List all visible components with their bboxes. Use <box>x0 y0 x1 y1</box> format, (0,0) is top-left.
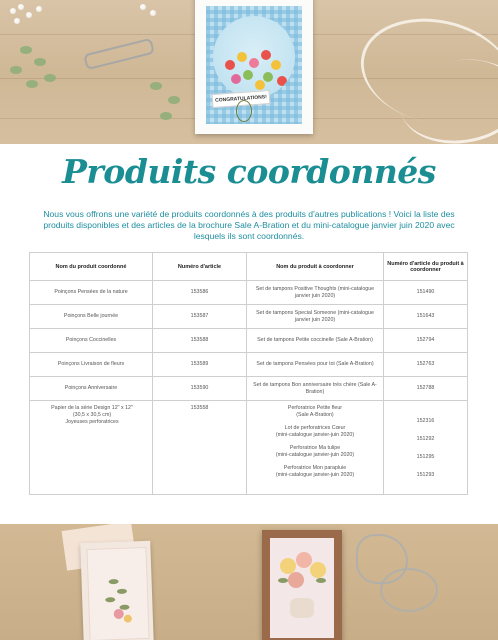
coordinating-number: 152788 <box>384 377 468 401</box>
coordinating-item-source: (mini-catalogue janvier-juin 2020) <box>275 432 355 438</box>
product-name-line: (30,5 x 30,5 cm) <box>72 412 112 418</box>
sample-card-left <box>80 541 154 640</box>
product-name: Poinçons Anniversaire <box>30 377 153 401</box>
table-row <box>30 305 468 329</box>
table-header-row <box>30 253 468 281</box>
coordinating-item-source: (Sale A-Bration) <box>296 412 334 418</box>
table-row <box>30 329 468 353</box>
column-header: Numéro d'article <box>153 253 247 281</box>
coordinating-item-number: 151292 <box>416 436 435 442</box>
coordinating-item-name: Perforatrice Mon parapluie <box>283 465 347 471</box>
table-row <box>30 281 468 305</box>
coordinating-item-source: (mini-catalogue janvier-juin 2020) <box>275 472 355 478</box>
coordinating-item-name: Lot de perforatrices Cœur <box>284 425 346 431</box>
coordinating-item <box>250 465 380 479</box>
coordinating-item <box>250 425 380 439</box>
coordinating-number: 151490 <box>384 281 468 305</box>
product-number: 153587 <box>153 305 247 329</box>
column-header: Nom du produit à coordonner <box>247 253 384 281</box>
table-row <box>30 401 468 495</box>
product-number: 153588 <box>153 329 247 353</box>
product-name: Poinçons Belle journée <box>30 305 153 329</box>
product-name <box>30 401 153 495</box>
sample-card-right <box>262 530 342 640</box>
greeting-sentiment: CONGRATULATIONS! <box>212 90 271 108</box>
footer-photo <box>0 524 498 640</box>
coordinating-item <box>250 405 380 419</box>
product-name: Poinçons Livraison de fleurs <box>30 353 153 377</box>
coordinating-item-name: Perforatrice Petite fleur <box>287 405 343 411</box>
coordinating-product <box>247 401 384 495</box>
coordinating-product: Set de tampons Special Someone (mini-catalogue janvier juin 2020) <box>247 305 384 329</box>
coordinating-item <box>250 445 380 459</box>
page-title: Produits coordonnés <box>62 152 436 191</box>
coordinating-item-number: 151293 <box>416 472 435 478</box>
die-cut-shape <box>380 568 438 612</box>
coordinating-product: Set de tampons Petite coccinelle (Sale A-Bration) <box>247 329 384 353</box>
product-name: Poinçons Coccinelles <box>30 329 153 353</box>
coordinating-product: Set de tampons Pensées pour toi (Sale A-Bration) <box>247 353 384 377</box>
coordinating-number: 152763 <box>384 353 468 377</box>
coordinating-number <box>384 401 468 495</box>
product-name-line: Joyeuses perforatrices <box>65 419 119 425</box>
coordinating-item-source: (mini-catalogue janvier-juin 2020) <box>275 452 355 458</box>
column-header: Nom du produit coordonné <box>30 253 153 281</box>
header-photo <box>0 0 498 144</box>
coordinating-product: Set de tampons Bon anniversaire très chère (Sale A-Bration) <box>247 377 384 401</box>
product-number: 153590 <box>153 377 247 401</box>
product-number: 153586 <box>153 281 247 305</box>
product-name-line: Papier de la série Design 12" x 12" <box>51 405 133 411</box>
coordinating-item-number: 151295 <box>416 454 435 460</box>
coordinating-item-name: Perforatrice Ma tulipe <box>289 445 341 451</box>
table-row <box>30 377 468 401</box>
product-number: 153558 <box>153 401 247 495</box>
column-header: Numéro d'article du produit à coordonner <box>384 253 468 281</box>
coordinating-product: Set de tampons Positive Thoughts (mini-catalogue janvier juin 2020) <box>247 281 384 305</box>
coordinating-number: 151643 <box>384 305 468 329</box>
products-table <box>29 252 468 495</box>
die-cut-shape <box>83 38 155 70</box>
intro-text: Nous vous offrons une variété de produits coordonnés à des produits d'autres publications ! Voici la liste des produits disponibles et des articles de la brochure Sale A-Bration et du mini-catalogue janvier juin 2020 avec lesquels ils sont coordonnés. <box>43 209 455 241</box>
coordinating-number: 152794 <box>384 329 468 353</box>
product-name: Poinçons Pensées de la nature <box>30 281 153 305</box>
table-row <box>30 353 468 377</box>
product-number: 153589 <box>153 353 247 377</box>
coordinating-item-number: 152316 <box>416 418 435 424</box>
